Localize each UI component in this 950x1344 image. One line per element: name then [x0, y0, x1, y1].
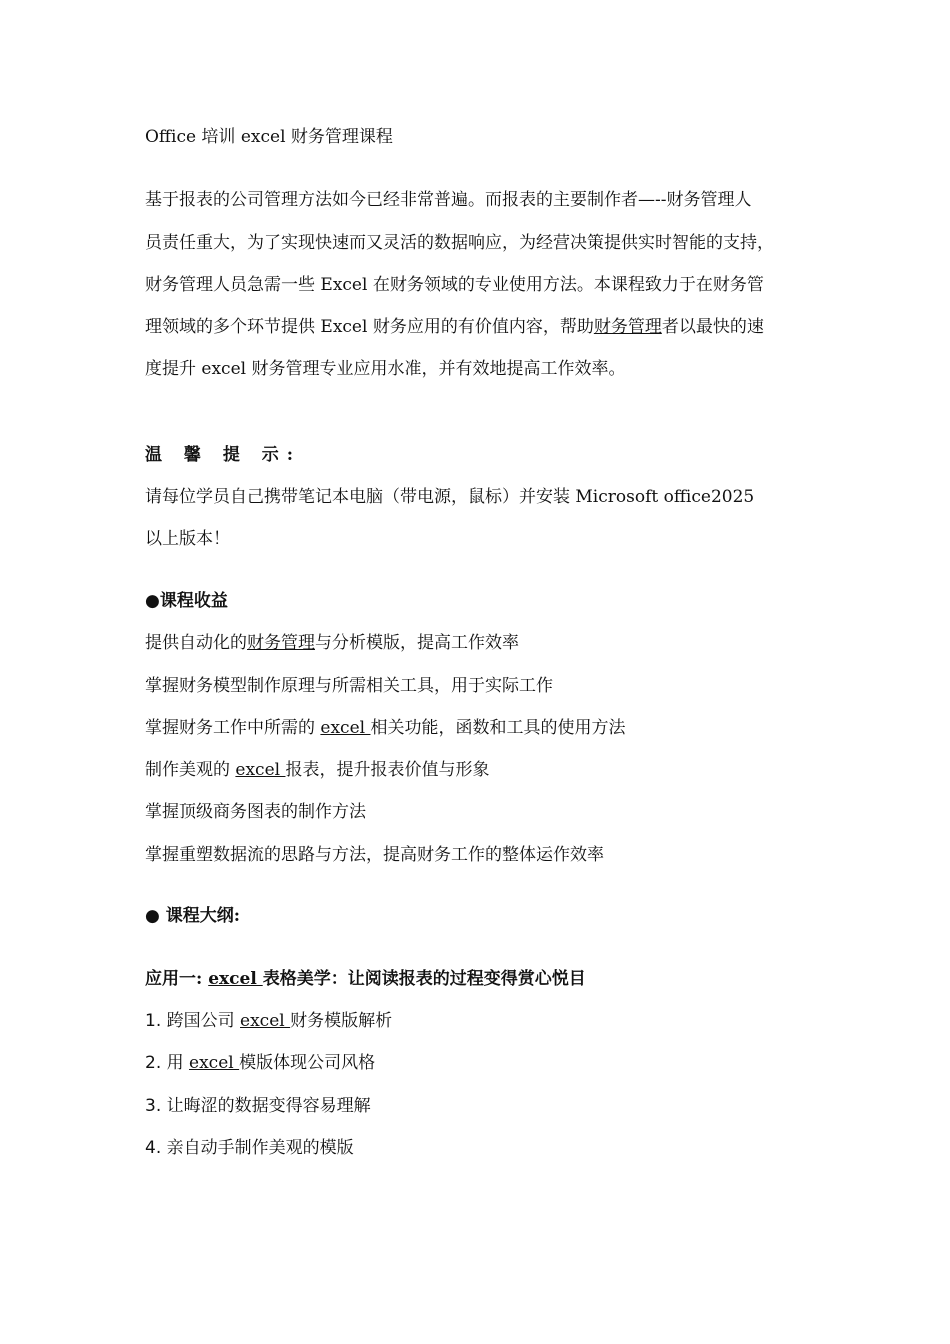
item-number: 4.	[145, 1138, 167, 1158]
benefit-item: 掌握重塑数据流的思路与方法，提高财务工作的整体运作效率	[145, 845, 604, 865]
outline-item-1	[145, 1011, 392, 1031]
benefit-item	[145, 760, 489, 780]
excel-link[interactable]: excel	[208, 969, 263, 989]
outline-item-2	[145, 1053, 375, 1073]
outline-item-4	[145, 1138, 354, 1158]
benefits-heading: ●课程收益	[145, 591, 228, 611]
excel-link[interactable]: excel	[189, 1053, 240, 1073]
outline-heading: ● 课程大纲:	[145, 906, 241, 926]
application-title: 表格美学：让阅读报表的过程变得赏心悦目	[262, 969, 586, 989]
benefit-item: 掌握顶级商务图表的制作方法	[145, 802, 366, 822]
tip-line-2: 以上版本！	[145, 529, 230, 549]
tip-line-1: 请每位学员自己携带笔记本电脑（带电源，鼠标）并安装 Microsoft office2025	[145, 487, 755, 507]
intro-line-5: 度提升 excel 财务管理专业应用水准，并有效地提高工作效率。	[145, 359, 626, 379]
item-text: 让晦涩的数据变得容易理解	[166, 1096, 371, 1116]
application-1-heading	[145, 969, 586, 989]
financial-management-link[interactable]: 财务管理	[247, 633, 315, 653]
excel-link[interactable]: excel	[235, 760, 286, 780]
benefit-text: 提供自动化的	[145, 633, 247, 653]
intro-line-4-tail: 者以最快的速	[661, 317, 764, 337]
intro-line-1: 基于报表的公司管理方法如今已经非常普遍。而报表的主要制作者—--财务管理人	[145, 190, 752, 210]
item-number: 2.	[145, 1053, 167, 1073]
benefit-text: 掌握财务工作中所需的	[145, 718, 321, 738]
intro-line-4-text: 理领域的多个环节提供 Excel 财务应用的有价值内容，帮助	[145, 317, 594, 337]
application-label: 应用一:	[145, 969, 209, 989]
financial-management-link[interactable]: 财务管理	[593, 317, 662, 337]
item-text: 跨国公司	[166, 1011, 241, 1031]
excel-link[interactable]: excel	[240, 1011, 291, 1031]
item-text-tail: 模版体现公司风格	[239, 1053, 376, 1073]
intro-line-2: 员责任重大，为了实现快速而又灵活的数据响应，为经营决策提供实时智能的支持，	[145, 233, 774, 253]
benefit-text: 制作美观的	[145, 760, 236, 780]
item-number: 3.	[145, 1096, 167, 1116]
outline-item-3	[145, 1096, 371, 1116]
item-text-tail: 财务模版解析	[290, 1011, 393, 1031]
intro-line-3: 财务管理人员急需一些 Excel 在财务领域的专业使用方法。本课程致力于在财务管	[145, 275, 764, 295]
excel-link[interactable]: excel	[320, 718, 371, 738]
benefit-item: 掌握财务模型制作原理与所需相关工具，用于实际工作	[145, 676, 553, 696]
item-text: 用	[166, 1053, 190, 1073]
intro-line-4	[145, 317, 764, 337]
item-number: 1.	[145, 1011, 167, 1031]
benefit-item	[145, 718, 625, 738]
benefit-text-tail: 与分析模版，提高工作效率	[315, 633, 519, 653]
benefit-text-tail: 报表，提升报表价值与形象	[285, 760, 490, 780]
tip-heading: 温 馨 提 示:	[145, 445, 302, 465]
document-title: Office 培训 excel 财务管理课程	[145, 127, 393, 147]
benefit-text-tail: 相关功能，函数和工具的使用方法	[370, 718, 626, 738]
item-text: 亲自动手制作美观的模版	[166, 1138, 354, 1158]
benefit-item	[145, 633, 519, 653]
